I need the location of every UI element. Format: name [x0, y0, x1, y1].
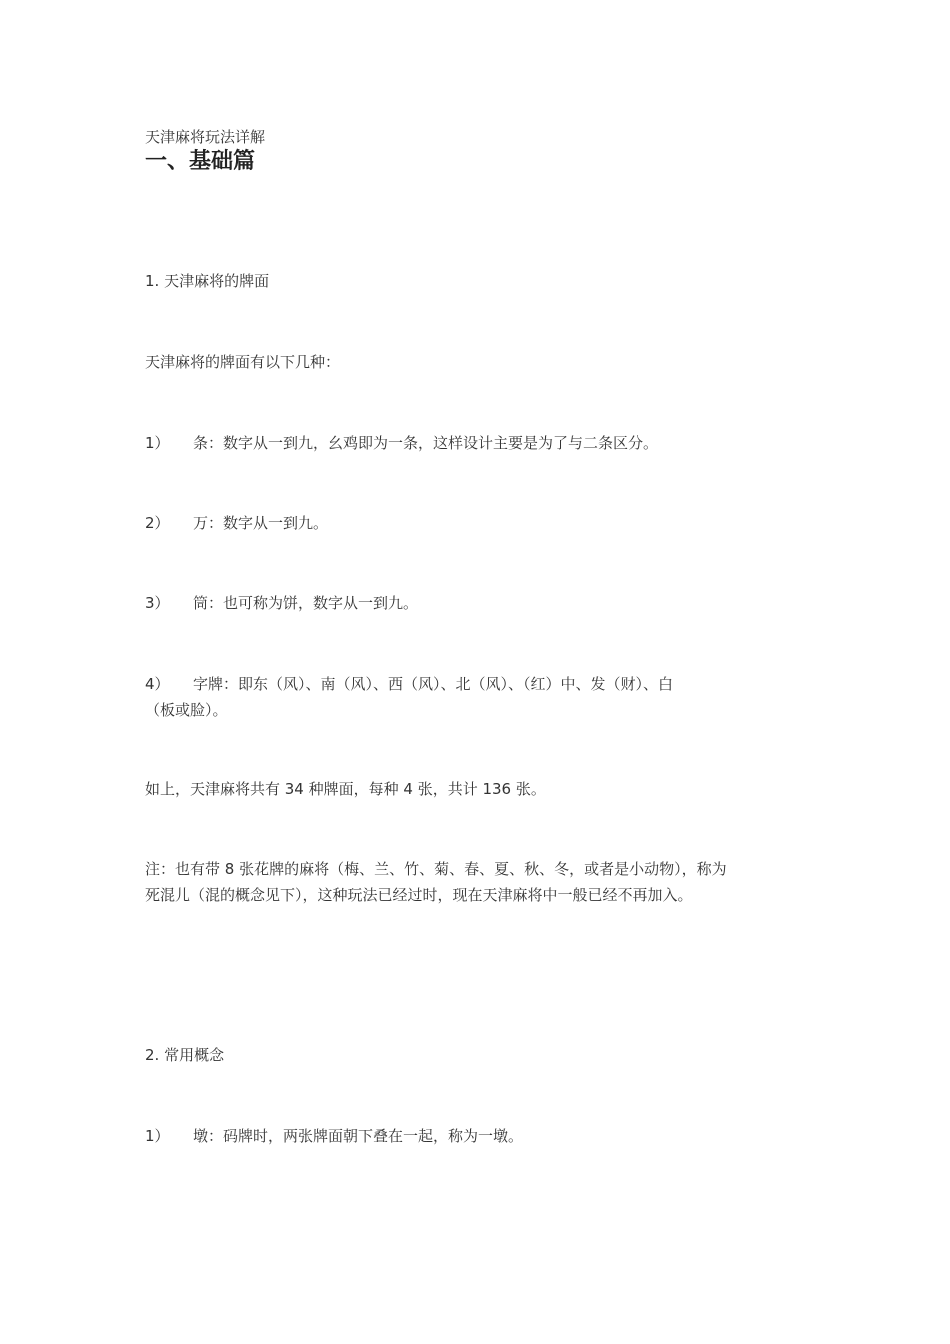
document-title: 天津麻将玩法详解 — [145, 128, 266, 146]
note-paragraph-line1: 注：也有带 8 张花牌的麻将（梅、兰、竹、菊、春、夏、秋、冬，或者是小动物），称为 — [145, 860, 727, 878]
list-item-number: 2） — [145, 514, 170, 532]
subsection-2-number: 2. — [145, 1046, 160, 1064]
list-item-text: 万：数字从一到九。 — [193, 514, 329, 532]
list-item-text: 墩：码牌时，两张牌面朝下叠在一起，称为一墩。 — [193, 1127, 524, 1145]
list-item — [145, 430, 658, 456]
list-item-number: 3） — [145, 594, 170, 612]
subsection-2-title: 常用概念 — [164, 1046, 225, 1064]
intro-paragraph: 天津麻将的牌面有以下几种： — [145, 353, 341, 371]
list-item — [145, 1123, 523, 1149]
subsection-1-number: 1. — [145, 272, 160, 290]
section-heading: 一、基础篇 — [145, 149, 256, 174]
list-item — [145, 671, 673, 697]
list-item-number: 1） — [145, 434, 170, 452]
list-item-continuation: （板或脸）。 — [145, 701, 228, 719]
subsection-2-heading — [145, 1042, 224, 1068]
subsection-1-title: 天津麻将的牌面 — [164, 272, 270, 290]
list-item-text: 条：数字从一到九，幺鸡即为一条，这样设计主要是为了与二条区分。 — [193, 434, 659, 452]
list-item-text: 筒：也可称为饼，数字从一到九。 — [193, 594, 419, 612]
list-item — [145, 590, 418, 616]
list-item-number: 4） — [145, 675, 170, 693]
list-item-number: 1） — [145, 1127, 170, 1145]
list-item-text: 字牌：即东（风）、南（风）、西（风）、北（风）、（红）中、发（财）、白 — [193, 675, 674, 693]
note-paragraph-line2: 死混儿（混的概念见下），这种玩法已经过时，现在天津麻将中一般已经不再加入。 — [145, 886, 693, 904]
summary-paragraph: 如上，天津麻将共有 34 种牌面，每种 4 张，共计 136 张。 — [145, 780, 546, 798]
subsection-1-heading — [145, 268, 269, 294]
list-item — [145, 510, 328, 536]
